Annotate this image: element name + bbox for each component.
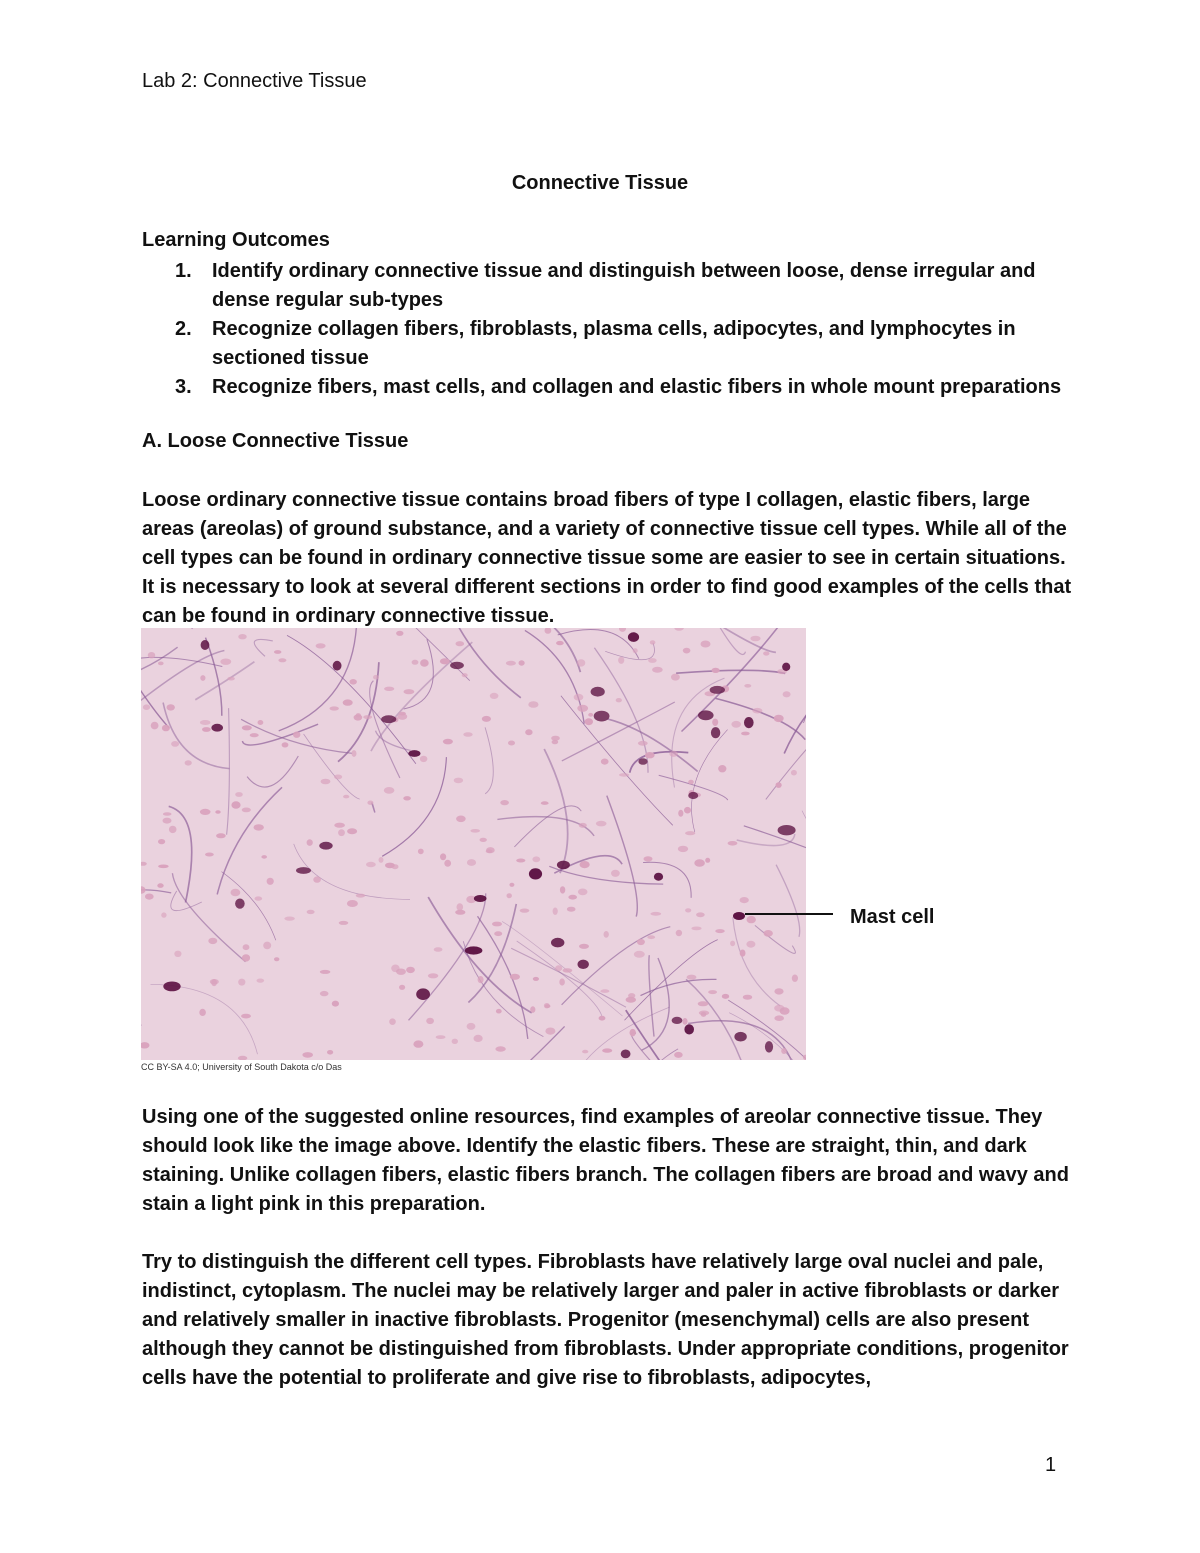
- fibroblast-nucleus: [384, 787, 395, 794]
- fibroblast-nucleus: [574, 694, 584, 701]
- fibroblast-nucleus: [678, 846, 688, 852]
- mast-cell: [235, 899, 245, 909]
- fibroblast-nucleus: [645, 752, 655, 758]
- fibroblast-nucleus: [169, 826, 177, 833]
- fibroblast-nucleus: [776, 782, 782, 788]
- mast-cell: [333, 661, 342, 671]
- fibroblast-nucleus: [321, 779, 331, 785]
- fibroblast-nucleus: [231, 889, 241, 897]
- fibroblast-nucleus: [143, 704, 150, 710]
- fibroblast-nucleus: [238, 979, 245, 986]
- fibroblast-nucleus: [494, 931, 502, 936]
- fibroblast-nucleus: [282, 742, 289, 747]
- fibroblast-nucleus: [687, 975, 697, 980]
- fibroblast-nucleus: [647, 935, 655, 939]
- fibroblast-nucleus: [652, 667, 663, 673]
- fibroblast-nucleus: [506, 661, 516, 666]
- page-title: Connective Tissue: [511, 172, 689, 194]
- fibroblast-nucleus: [500, 800, 509, 805]
- mast-cell: [765, 1041, 773, 1052]
- fibroblast-nucleus: [486, 849, 493, 853]
- fibroblast-nucleus: [740, 897, 749, 903]
- fibroblast-nucleus: [602, 1048, 612, 1052]
- fibroblast-nucleus: [601, 759, 609, 765]
- fibroblast-nucleus: [440, 853, 446, 860]
- fibroblast-nucleus: [242, 954, 250, 961]
- fibroblast-nucleus: [227, 677, 234, 681]
- fibroblast-nucleus: [674, 1052, 683, 1058]
- fibroblast-nucleus: [412, 660, 419, 665]
- fibroblast-nucleus: [293, 732, 300, 738]
- fibroblast-nucleus: [261, 855, 267, 859]
- fibroblast-nucleus: [712, 668, 720, 673]
- fibroblast-nucleus: [781, 1048, 787, 1054]
- fibroblast-nucleus: [452, 1039, 458, 1044]
- fibroblast-nucleus: [174, 951, 181, 957]
- fibroblast-nucleus: [507, 893, 512, 898]
- fibroblast-nucleus: [238, 634, 246, 639]
- fibroblast-nucleus: [730, 941, 735, 947]
- fibroblast-nucleus: [185, 760, 192, 765]
- fibroblast-nucleus: [604, 931, 609, 938]
- fibroblast-nucleus: [634, 951, 645, 958]
- fibroblast-nucleus: [163, 818, 172, 824]
- fibroblast-nucleus: [242, 725, 252, 730]
- fibroblast-nucleus: [696, 912, 705, 917]
- fibroblast-nucleus: [560, 886, 565, 893]
- fibroblast-nucleus: [774, 1005, 784, 1012]
- fibroblast-nucleus: [210, 979, 219, 984]
- fibroblast-nucleus: [199, 1009, 206, 1016]
- list-item-text: Recognize collagen fibers, fibroblasts, plasma cells, adipocytes, and lymphocytes in sectioned tissue: [212, 318, 1016, 369]
- micrograph-image: [141, 628, 806, 1060]
- fibroblast-nucleus: [148, 652, 155, 658]
- fibroblast-nucleus: [740, 950, 746, 957]
- fibroblast-nucleus: [743, 995, 752, 1000]
- fibroblast-nucleus: [456, 816, 466, 823]
- fibroblast-nucleus: [528, 701, 538, 708]
- fibroblast-nucleus: [577, 659, 585, 666]
- mast-cell: [654, 873, 663, 881]
- fibroblast-nucleus: [532, 856, 540, 862]
- fibroblast-nucleus: [420, 659, 429, 666]
- fibroblast-nucleus: [202, 727, 211, 732]
- fibroblast-nucleus: [712, 719, 718, 726]
- mast-cell: [416, 988, 430, 1000]
- fibroblast-nucleus: [205, 853, 214, 857]
- fibroblast-nucleus: [235, 792, 243, 797]
- fibroblast-nucleus: [327, 1050, 333, 1055]
- mast-cell: [778, 825, 796, 835]
- list-number: 1.: [175, 260, 192, 282]
- mast-cell: [734, 1032, 746, 1042]
- fibroblast-nucleus: [158, 839, 165, 844]
- fibroblast-nucleus: [495, 1046, 505, 1051]
- fibroblast-nucleus: [347, 828, 357, 834]
- fibroblast-nucleus: [263, 942, 271, 950]
- fibroblast-nucleus: [158, 865, 169, 869]
- fibroblast-nucleus: [599, 1016, 606, 1021]
- fibroblast-nucleus: [496, 1009, 502, 1014]
- fibroblast-nucleus: [752, 708, 762, 714]
- fibroblast-nucleus: [418, 849, 424, 855]
- fibroblast-nucleus: [347, 900, 358, 907]
- fibroblast-nucleus: [792, 975, 798, 982]
- fibroblast-nucleus: [578, 889, 588, 896]
- fibroblast-nucleus: [684, 807, 691, 814]
- fibroblast-nucleus: [467, 859, 476, 866]
- fibroblast-nucleus: [313, 876, 321, 882]
- mast-cell: [319, 842, 332, 850]
- fibroblast-nucleus: [284, 917, 294, 921]
- fibroblast-nucleus: [250, 733, 259, 737]
- fibroblast-nucleus: [157, 883, 163, 888]
- fibroblast-nucleus: [715, 929, 724, 933]
- fibroblast-nucleus: [650, 640, 656, 644]
- fibroblast-nucleus: [330, 706, 339, 710]
- fibroblast-nucleus: [747, 916, 756, 923]
- fibroblast-nucleus: [630, 1029, 636, 1036]
- fibroblast-nucleus: [454, 778, 463, 784]
- fibroblast-nucleus: [467, 1023, 476, 1030]
- mast-cell-label: Mast cell: [850, 906, 935, 928]
- fibroblast-nucleus: [403, 796, 411, 800]
- image-credit: CC BY-SA 4.0; University of South Dakota c/o Das: [141, 1062, 342, 1072]
- mast-cell: [628, 632, 639, 642]
- fibroblast-nucleus: [396, 631, 403, 636]
- mast-cell: [591, 687, 605, 697]
- fibroblast-nucleus: [343, 795, 349, 799]
- fibroblast-nucleus: [708, 990, 717, 994]
- fibroblast-nucleus: [267, 878, 274, 885]
- fibroblast-nucleus: [588, 713, 593, 717]
- mast-cell: [744, 717, 754, 728]
- fibroblast-nucleus: [482, 716, 491, 722]
- list-item: [142, 315, 1072, 373]
- section-a-paragraph-3: Try to distinguish the different cell types. Fibroblasts have relatively large oval nuclei and pale, indistinct, cytoplasm. The nuclei may be relatively larger and paler in active fibroblasts or darker and relatively smaller in inactive fibroblasts. Progenitor (mesenchymal) cells are also present although they cannot be distinguished from fibroblasts. Under appropriate conditions, progenitor cells have the potential to proliferate and give rise to fibroblasts, adipocytes,: [142, 1251, 1069, 1389]
- fibroblast-nucleus: [633, 648, 638, 653]
- fibroblast-nucleus: [685, 908, 691, 912]
- fibroblast-nucleus: [559, 978, 565, 985]
- fibroblast-nucleus: [274, 650, 281, 654]
- mast-cell: [557, 861, 570, 870]
- fibroblast-nucleus: [389, 1018, 396, 1025]
- fibroblast-nucleus: [258, 720, 264, 725]
- fibroblast-nucleus: [520, 909, 530, 913]
- fibroblast-nucleus: [397, 713, 407, 720]
- fibroblast-nucleus: [367, 801, 373, 805]
- fibroblast-nucleus: [343, 699, 353, 705]
- fibroblast-nucleus: [356, 894, 365, 898]
- fibroblast-nucleus: [552, 740, 559, 745]
- fibroblast-nucleus: [685, 831, 695, 835]
- fibroblast-nucleus: [525, 729, 532, 735]
- list-item: [142, 373, 1072, 402]
- fibroblast-nucleus: [764, 930, 773, 937]
- fibroblast-nucleus: [216, 833, 226, 838]
- fibroblast-nucleus: [200, 720, 211, 725]
- fibroblast-nucleus: [722, 994, 729, 999]
- fibroblast-nucleus: [220, 659, 231, 665]
- fibroblast-nucleus: [161, 912, 166, 917]
- fibroblast-nucleus: [231, 801, 240, 809]
- fibroblast-nucleus: [307, 839, 313, 846]
- fibroblast-nucleus: [338, 829, 345, 836]
- fibroblast-nucleus: [533, 977, 539, 981]
- fibroblast-nucleus: [241, 1014, 251, 1019]
- fibroblast-nucleus: [519, 660, 525, 665]
- fibroblast-nucleus: [510, 974, 520, 980]
- fibroblast-nucleus: [255, 896, 263, 900]
- fibroblast-nucleus: [676, 930, 682, 936]
- fibroblast-nucleus: [200, 809, 211, 815]
- fibroblast-nucleus: [443, 739, 453, 745]
- fibroblast-nucleus: [556, 641, 564, 645]
- fibroblast-nucleus: [162, 725, 170, 732]
- fibroblast-nucleus: [577, 705, 588, 712]
- fibroblast-nucleus: [274, 957, 279, 961]
- fibroblast-nucleus: [480, 838, 487, 842]
- fibroblast-nucleus: [650, 912, 661, 916]
- fibroblast-nucleus: [463, 732, 472, 737]
- mast-cell-leader-line: [745, 913, 833, 915]
- fibroblast-nucleus: [791, 770, 797, 776]
- mast-cell: [201, 640, 210, 650]
- fibroblast-nucleus: [384, 687, 394, 691]
- learning-outcomes-heading: Learning Outcomes: [142, 229, 330, 251]
- fibroblast-nucleus: [492, 922, 502, 927]
- mast-cell: [698, 710, 714, 720]
- fibroblast-nucleus: [379, 857, 384, 863]
- fibroblast-nucleus: [455, 910, 465, 915]
- fibroblast-nucleus: [688, 780, 694, 785]
- fibroblast-nucleus: [545, 1028, 555, 1035]
- fibroblast-nucleus: [541, 801, 549, 805]
- fibroblast-nucleus: [508, 741, 515, 746]
- fibroblast-nucleus: [728, 841, 738, 846]
- fibroblast-nucleus: [718, 765, 726, 772]
- fibroblast-nucleus: [456, 641, 465, 646]
- mast-cell: [529, 868, 542, 879]
- fibroblast-nucleus: [619, 773, 629, 777]
- mast-cell: [638, 758, 647, 765]
- fibroblast-nucleus: [580, 861, 590, 868]
- mast-cell: [381, 715, 396, 723]
- fibroblast-nucleus: [568, 895, 577, 900]
- fibroblast-nucleus: [320, 991, 329, 996]
- fibroblast-nucleus: [302, 1052, 313, 1058]
- fibroblast-nucleus: [596, 821, 607, 827]
- fibroblast-nucleus: [600, 989, 609, 993]
- fibroblast-nucleus: [307, 910, 315, 914]
- fibroblast-nucleus: [705, 858, 710, 863]
- fibroblast-nucleus: [671, 674, 680, 681]
- mast-cell: [710, 686, 725, 694]
- list-number: 2.: [175, 318, 192, 340]
- fibroblast-nucleus: [741, 732, 750, 736]
- fibroblast-nucleus: [774, 988, 783, 994]
- fibroblast-nucleus: [470, 829, 480, 833]
- mast-cell: [296, 867, 311, 874]
- fibroblast-nucleus: [669, 751, 678, 757]
- fibroblast-nucleus: [698, 1001, 709, 1006]
- fibroblast-nucleus: [320, 970, 331, 974]
- fibroblast-nucleus: [611, 870, 620, 877]
- fibroblast-nucleus: [354, 714, 363, 720]
- fibroblast-nucleus: [420, 756, 428, 762]
- fibroblast-nucleus: [332, 1001, 339, 1007]
- fibroblast-nucleus: [404, 689, 415, 694]
- fibroblast-nucleus: [490, 693, 499, 699]
- fibroblast-nucleus: [744, 684, 751, 688]
- fibroblast-nucleus: [392, 864, 399, 869]
- fibroblast-nucleus: [763, 651, 769, 655]
- fibroblast-nucleus: [350, 679, 357, 685]
- fibroblast-nucleus: [363, 715, 372, 719]
- fibroblast-nucleus: [746, 941, 755, 948]
- mast-cell: [672, 1017, 683, 1024]
- mast-cell: [684, 1024, 694, 1034]
- fibroblast-nucleus: [750, 636, 760, 642]
- learning-outcomes-list: [142, 257, 1072, 402]
- fibroblast-nucleus: [579, 823, 587, 828]
- fibroblast-nucleus: [278, 658, 286, 662]
- fibroblast-nucleus: [373, 675, 379, 680]
- list-item-text: Recognize fibers, mast cells, and collagen and elastic fibers in whole mount preparations: [212, 376, 1062, 398]
- fibroblast-nucleus: [352, 750, 357, 757]
- fibroblast-nucleus: [478, 976, 484, 983]
- mast-cell: [163, 982, 180, 992]
- fibroblast-nucleus: [530, 1006, 535, 1013]
- fibroblast-nucleus: [462, 673, 468, 677]
- fibroblast-nucleus: [200, 675, 205, 681]
- fibroblast-nucleus: [678, 810, 683, 817]
- fibroblast-nucleus: [163, 812, 172, 816]
- mast-cell: [211, 724, 223, 732]
- mast-cell: [474, 895, 487, 902]
- fibroblast-nucleus: [509, 883, 514, 887]
- mast-cell: [450, 662, 464, 669]
- fibroblast-nucleus: [334, 823, 345, 828]
- fibroblast-nucleus: [731, 721, 741, 728]
- fibroblast-nucleus: [555, 965, 562, 971]
- fibroblast-nucleus: [701, 1012, 707, 1017]
- fibroblast-nucleus: [582, 1050, 588, 1054]
- fibroblast-nucleus: [694, 859, 705, 867]
- fibroblast-nucleus: [171, 741, 179, 747]
- fibroblast-nucleus: [167, 704, 175, 710]
- fibroblast-nucleus: [474, 1035, 483, 1042]
- section-a-heading: A. Loose Connective Tissue: [142, 430, 409, 452]
- fibroblast-nucleus: [399, 985, 405, 990]
- fibroblast-nucleus: [208, 938, 217, 944]
- fibroblast-nucleus: [145, 894, 154, 900]
- mast-cell: [782, 663, 790, 671]
- fibroblast-nucleus: [774, 715, 784, 722]
- fibroblast-nucleus: [644, 856, 653, 861]
- fibroblast-nucleus: [618, 657, 624, 664]
- mast-cell: [594, 711, 610, 722]
- list-item: [142, 257, 1072, 315]
- fibroblast-nucleus: [616, 698, 622, 702]
- mast-cell: [465, 946, 483, 954]
- fibroblast-nucleus: [628, 993, 635, 998]
- fibroblast-nucleus: [783, 691, 791, 697]
- fibroblast-nucleus: [316, 643, 326, 648]
- fibroblast-nucleus: [243, 944, 250, 950]
- fibroblast-nucleus: [444, 860, 451, 867]
- fibroblast-nucleus: [242, 808, 251, 813]
- fibroblast-nucleus: [683, 648, 691, 654]
- mast-cell: [578, 960, 589, 969]
- list-number: 3.: [175, 376, 192, 398]
- fibroblast-nucleus: [457, 903, 464, 911]
- fibroblast-nucleus: [434, 947, 443, 952]
- mast-cell: [711, 727, 720, 738]
- fibroblast-nucleus: [426, 1018, 434, 1024]
- fibroblast-nucleus: [339, 921, 349, 925]
- mast-cell: [688, 792, 698, 799]
- fibroblast-nucleus: [553, 908, 558, 915]
- fibroblast-nucleus: [334, 775, 342, 780]
- mast-cell-indicated: [733, 912, 745, 920]
- fibroblast-nucleus: [567, 907, 576, 912]
- fibroblast-nucleus: [516, 859, 525, 863]
- page-header: Lab 2: Connective Tissue: [142, 70, 367, 92]
- section-a-paragraph-2: Using one of the suggested online resources, find examples of areolar connective tissue. They should look like the image above. Identify the elastic fibers. These are straight, thin, and dark staining. Unlike collagen fibers, elastic fibers branch. The collagen fibers are broad and wavy and stain a light pink in this preparation.: [142, 1106, 1069, 1215]
- mast-cell: [621, 1050, 631, 1059]
- fibroblast-nucleus: [254, 824, 264, 830]
- fibroblast-nucleus: [579, 944, 589, 949]
- fibroblast-nucleus: [563, 968, 573, 972]
- fibroblast-nucleus: [436, 1035, 446, 1039]
- fibroblast-nucleus: [366, 862, 376, 867]
- mast-cell: [551, 938, 564, 948]
- fibroblast-nucleus: [637, 939, 645, 945]
- fibroblast-nucleus: [648, 658, 657, 663]
- fibroblast-nucleus: [158, 662, 164, 666]
- section-a-paragraph-1: Loose ordinary connective tissue contains broad fibers of type I collagen, elastic fibers, large areas (areolas) of ground substance, and a variety of connective tissue cell types. While all of the cell types can be found in ordinary connective tissue some are easier to see in certain situations. It is necessary to look at several different sections in order to find good examples of the cells that can be found in ordinary connective tissue.: [142, 489, 1072, 627]
- fibroblast-nucleus: [638, 741, 648, 746]
- page-number: 1: [1045, 1454, 1057, 1476]
- fibroblast-nucleus: [257, 979, 265, 983]
- fibroblast-nucleus: [440, 658, 450, 664]
- fibroblast-nucleus: [215, 810, 220, 814]
- list-item-text: Identify ordinary connective tissue and distinguish between loose, dense irregular and dense regular sub-types: [212, 260, 1036, 311]
- fibroblast-nucleus: [701, 641, 711, 648]
- mast-cell: [408, 750, 420, 757]
- fibroblast-nucleus: [151, 722, 159, 730]
- fibroblast-nucleus: [682, 1018, 687, 1025]
- fibroblast-nucleus: [691, 927, 701, 931]
- fibroblast-nucleus: [406, 967, 415, 973]
- fibroblast-nucleus: [428, 973, 438, 978]
- fibroblast-nucleus: [585, 718, 593, 725]
- fibroblast-nucleus: [774, 1015, 784, 1021]
- fibroblast-nucleus: [545, 1004, 551, 1008]
- fibroblast-nucleus: [413, 1040, 423, 1047]
- fibroblast-nucleus: [396, 969, 406, 975]
